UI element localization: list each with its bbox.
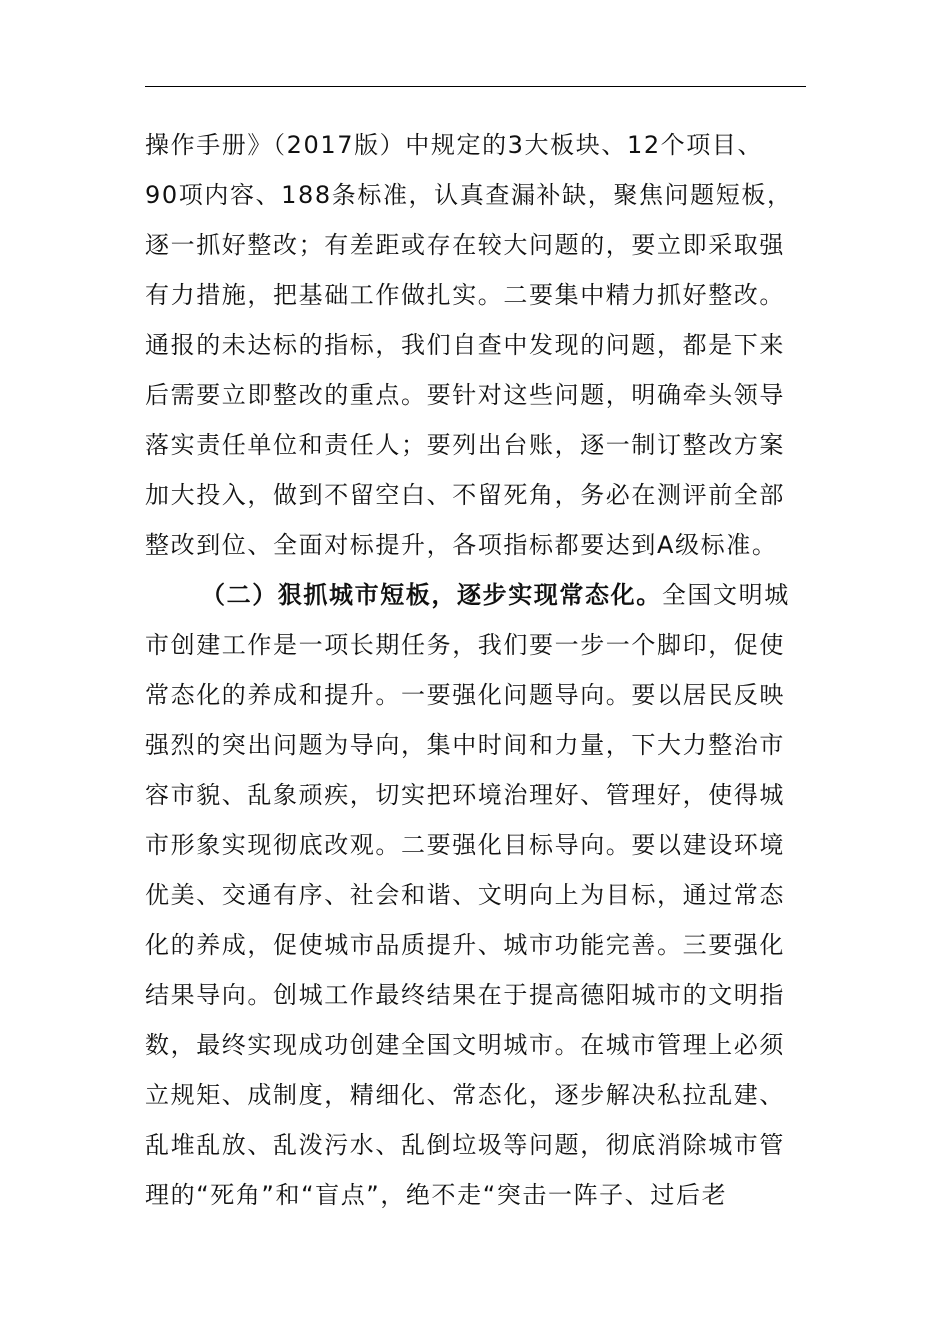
text-line: 优美、交通有序、社会和谐、文明向上为目标，通过常态 (145, 881, 785, 909)
text-line: 理的“死角”和“盲点”，绝不走“突击一阵子、过后老 (145, 1181, 728, 1209)
text-line: 强烈的突出问题为导向，集中时间和力量，下大力整治市 (145, 731, 785, 759)
text-line: 操作手册》（2017版）中规定的3大板块、12个项目、 (145, 131, 764, 159)
text-line: 市形象实现彻底改观。二要强化目标导向。要以建设环境 (145, 831, 785, 859)
section-heading-continuation: 全国文明城 (661, 581, 790, 609)
text-line: 逐一抓好整改；有差距或存在较大问题的，要立即采取强 (145, 231, 785, 259)
text-line: 市创建工作是一项长期任务，我们要一步一个脚印，促使 (145, 631, 785, 659)
text-line: 乱堆乱放、乱泼污水、乱倒垃圾等问题，彻底消除城市管 (145, 1131, 785, 1159)
text-line: 落实责任单位和责任人；要列出台账，逐一制订整改方案 (145, 431, 785, 459)
text-line: 化的养成，促使城市品质提升、城市功能完善。三要强化 (145, 931, 785, 959)
text-line: 容市貌、乱象顽疾，切实把环境治理好、管理好，使得城 (145, 781, 785, 809)
text-line: 数，最终实现成功创建全国文明城市。在城市管理上必须 (145, 1031, 785, 1059)
section-heading: （二）狠抓城市短板，逐步实现常态化。 (201, 581, 662, 609)
text-line: 结果导向。创城工作最终结果在于提高德阳城市的文明指 (145, 981, 785, 1009)
text-line: 加大投入，做到不留空白、不留死角，务必在测评前全部 (145, 481, 785, 509)
text-line: 常态化的养成和提升。一要强化问题导向。要以居民反映 (145, 681, 785, 709)
header-rule (145, 86, 806, 87)
text-line: 后需要立即整改的重点。要针对这些问题，明确牵头领导 (145, 381, 785, 409)
text-line: 整改到位、全面对标提升，各项指标都要达到A级标准。 (145, 531, 778, 559)
text-line: 立规矩、成制度，精细化、常态化，逐步解决私拉乱建、 (145, 1081, 785, 1109)
section-heading-line (145, 570, 825, 620)
text-line: 有力措施，把基础工作做扎实。二要集中精力抓好整改。 (145, 281, 785, 309)
text-line: 90项内容、188条标准，认真查漏补缺，聚焦问题短板， (145, 181, 793, 209)
body-text (145, 120, 825, 1220)
text-line: 通报的未达标的指标，我们自查中发现的问题，都是下来 (145, 331, 785, 359)
